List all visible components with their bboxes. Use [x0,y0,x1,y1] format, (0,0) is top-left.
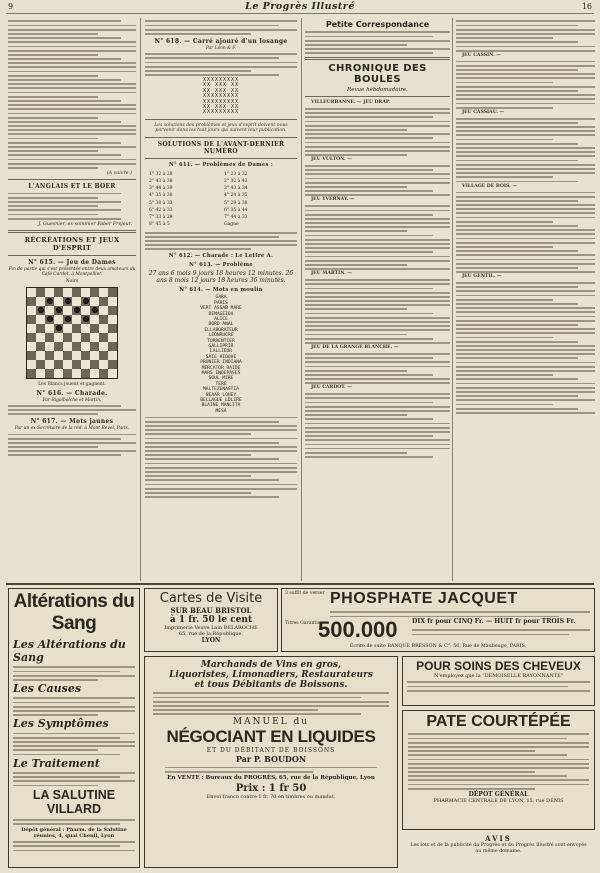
board-square [54,315,63,324]
word-line: MERCATOR RAIDE [201,365,241,371]
board-square [54,297,63,306]
board-square [90,306,99,315]
solution-cell: 5° 38 à 33 [149,200,173,206]
carre-title: N° 618. — Carré ajouré d'un losange [154,37,288,45]
board-square [72,351,81,360]
board-square [54,306,63,315]
board-square [99,324,108,333]
word-line: BORD ANAL [208,322,234,328]
board-square [72,297,81,306]
word-line: TORRENTIER [207,338,235,344]
board-square [72,369,81,378]
board-square [27,297,36,306]
ad-cheveux: POUR SOINS DES CHEVEUX N'employez que la "DEMOISELLE RAYONNANTE" [402,656,595,706]
board-square [27,342,36,351]
board-square [90,315,99,324]
board-square [81,288,90,297]
board-caption-top: Noirs [65,278,79,284]
avis-box [402,834,595,868]
word-line: MALTEZENASTIA [203,387,239,393]
board-square [99,333,108,342]
sol614-title: N° 614. — Mots en moulin [179,287,263,294]
board-square [36,306,45,315]
solution-cell: 7° 33 à 29 [149,214,173,220]
board-square [81,333,90,342]
word-line: DEMAGEIOX [208,311,234,317]
ad-sang-symptomes: Les Symptômes [13,717,109,731]
ad-sang-title: Altérations du Sang [13,591,135,634]
board-square [27,333,36,342]
word-line: SAIE HIOQUE [205,354,237,360]
black-piece [56,307,62,313]
ad-sang-traitement: Le Traitement [13,756,100,770]
column-4-body: JEU CASSIN. — JEU CASSIAU. — VILLAGE DE BOIS. — JEU GENTIL. — [456,20,595,413]
ad-phosphate-title: PHOSPHATE JACQUET [330,590,518,607]
board-square [36,297,45,306]
black-piece [38,307,44,313]
board-square [45,315,54,324]
black-piece [92,307,98,313]
board-square [108,315,117,324]
board-square [90,288,99,297]
sol612-title: N° 612. — Charade : Le Lettre A. [168,253,274,260]
black-piece [74,307,80,313]
board-caption-bottom: Les Blancs jouent et gagnent. [38,381,106,387]
jeu-title: N° 617. — Mots jaunes [30,418,114,426]
checkerboard [26,287,118,379]
avis-text: Les lots et de la publicité du Progrès et du Progrès Illustré sont envoyés au même domaine. [410,843,587,854]
column-divider [140,18,141,581]
poem-body [8,193,136,220]
board-square [27,369,36,378]
solution-cell: 7° 44 à 33 [224,214,248,220]
solution-cell: 5° 29 à 38 [224,200,248,206]
solution-cell: 4° 24 à 35 [224,193,248,199]
board-square [72,288,81,297]
poem-title: L'ANGLAIS ET LE BOER [28,183,116,191]
board-square [72,324,81,333]
solution-cell: 6° 35 à 44 [224,207,248,213]
board-square [108,288,117,297]
black-piece [56,325,62,331]
board-square [36,342,45,351]
board-square [63,315,72,324]
ad-phosphate-jacquet: 3 suffit de verser PHOSPHATE JACQUET Titres Garantis 500.000 DIX fr pour CINQ Fr. — HUIT fr pour TROIS Fr. Écrire de suite BANQUE BRESSON & C°, 56, Rue de Maubeuge, PARIS. [281,588,595,652]
solutions-notice: Les solutions des problèmes et jeux d'esprit doivent nous parvenir dans les huit jours qui suivent leur publication. [154,122,288,134]
solution-cell: 3° 44 à 39 [149,186,173,192]
board-square [63,288,72,297]
solution-cell: Gagne [224,222,239,228]
word-line: LALLIEUR [209,349,233,355]
board-square [36,351,45,360]
word-line: NEAAR LOHEY [205,392,237,398]
sol611-table [145,170,297,230]
board-square [54,351,63,360]
board-square [45,324,54,333]
board-square [99,288,108,297]
board-square [36,315,45,324]
column-4 [456,18,595,581]
board-square [108,306,117,315]
black-piece [65,298,71,304]
board-square [81,306,90,315]
word-line: MARS ENDEPASES [201,370,241,376]
board-square [90,351,99,360]
board-square [108,351,117,360]
board-square [54,369,63,378]
board-square [90,369,99,378]
sol611-title: N° 611. — Problèmes de Dames : [168,161,274,168]
ad-cheveux-title: POUR SOINS DES CHEVEUX [416,659,581,673]
word-line: ELLABORATEUR [204,327,238,333]
solution-row [147,193,295,198]
board-square [54,333,63,342]
solution-row [147,201,295,206]
black-piece [83,298,89,304]
board-square [63,306,72,315]
board-square [99,297,108,306]
board-square [72,342,81,351]
solution-cell: 6° 42 à 33 [149,207,173,213]
word-line: BELLAGUE LDLIRE [200,398,242,403]
board-square [99,369,108,378]
board-square [27,324,36,333]
charade-author: Par Rigolbolche et Martin. [42,397,102,403]
column-divider [301,18,302,581]
solution-cell: 1° 23 à 32 [224,171,248,177]
board-square [36,369,45,378]
game-title: N° 615. — Jeu de Dames [28,258,116,266]
board-square [27,306,36,315]
ads-separator [6,583,594,585]
board-square [81,342,90,351]
black-piece [47,316,53,322]
page-folio: 16 [581,2,592,11]
ad-pate-title: PATE COURTÉPÉE [426,713,571,730]
word-line: SOUL MIRE [208,376,234,382]
word-line: VERT ASSAB MARE [200,306,242,312]
board-square [72,306,81,315]
page-number: 9 [8,2,14,11]
column-2 [145,18,297,581]
board-square [72,315,81,324]
board-square [54,288,63,297]
board-square [45,288,54,297]
board-square [90,360,99,369]
board-square [81,351,90,360]
star-grid: XXXXXXXXX XX XXX XX XX XXX XX XXXXXXXXX XXXXXXXXX XX XXX XX XXXXXXXXX [202,76,240,116]
board-square [90,297,99,306]
ad-cartes-visite: Cartes de Visite SUR BEAU BRISTOL à 1 fr. 50 le cent Imprimerie Veuve Lain BELAROCHE 65, rue de la République, LYON [144,588,278,652]
column-3 [305,18,450,581]
solution-row [147,215,295,220]
board-square [54,342,63,351]
board-square [108,342,117,351]
word-line: TERE [215,381,227,387]
board-square [63,333,72,342]
board-square [36,333,45,342]
charade-title: N° 616. — Charade. [36,389,108,397]
board-square [27,315,36,324]
sol613-answer: 27 ans 6 mois 9 jours 18 heures 12 minutes. 26 ans 8 mois 12 jours 18 heures 36 minutes. [148,270,294,285]
black-piece [83,316,89,322]
board-square [63,342,72,351]
solution-cell: 2° 32 à 43 [224,178,248,184]
board-square [54,324,63,333]
ad-alterations-sang [8,588,140,868]
board-square [99,342,108,351]
board-square [99,351,108,360]
ad-gros-lot: 500.000 [318,617,398,642]
board-square [108,360,117,369]
masthead [6,0,594,14]
word-line: GARA [215,295,227,301]
board-square [45,360,54,369]
board-square [81,360,90,369]
section-title: RÉCRÉATIONS ET JEUX D'ESPRIT [24,235,120,252]
board-square [45,369,54,378]
word-line: ALICE [214,316,228,322]
board-square [63,351,72,360]
board-square [54,360,63,369]
word-line: GALLIPRIR [208,343,234,349]
board-square [72,333,81,342]
board-square [45,351,54,360]
solution-row [147,208,295,213]
board-square [72,360,81,369]
ad-negociant-title: NÉGOCIANT EN LIQUIDES [166,727,376,747]
to-be-continued: (A suivre.) [106,170,132,176]
solution-cell: 8° 45 à 5 [149,222,170,228]
board-square [45,297,54,306]
solution-cell: 3° 43 à 34 [224,186,248,192]
chronique-body: VILLEURBANNE. — JEU DRAP. JEU VULTON. — JEU YVERNAY. — JEU MARTIN. — JEU DE LA GRANGE BLANCHE. — JEU CARDOT. — [305,100,450,458]
poem-signature: J. Guesnier, ex-sommier Faber Frejeur. [38,221,132,227]
word-line: PARIS [214,300,228,306]
board-square [63,324,72,333]
newspaper-title: Le Progrès Illustré [245,1,355,12]
board-square [81,369,90,378]
board-square [108,369,117,378]
word-line: BLAINE MANLITA [201,403,241,409]
solution-cell: 4° 35 à 30 [149,193,173,199]
solution-row [147,172,295,177]
ad-cartes-title: Cartes de Visite [159,591,263,606]
board-square [27,351,36,360]
carre-author: Par Léon & F. [205,45,237,51]
chronique-title: CHRONIQUE DES BOULES [328,63,427,86]
solution-cell: 1° 32 à 28 [149,171,173,177]
ad-sang-causes: Les Causes [13,682,82,696]
board-square [90,333,99,342]
column-1 [8,18,136,581]
solution-row [147,186,295,191]
board-square [90,342,99,351]
ad-salutine: LA SALUTINE VILLARD [32,788,116,817]
board-square [99,360,108,369]
jeu-author: Par un ex-Secrétaire de la réd. à Mont-Revel, Paris. [14,426,130,432]
word-line: MESA [215,408,227,414]
board-square [45,342,54,351]
board-square [45,306,54,315]
board-square [81,297,90,306]
board-square [81,324,90,333]
word-mill [145,295,297,414]
board-square [63,360,72,369]
solutions-title: SOLUTIONS DE L'AVANT-DERNIER NUMÉRO [157,140,285,155]
board-square [63,297,72,306]
word-line: PRUNIER INDIANA [200,360,242,366]
board-square [36,360,45,369]
black-piece [47,298,53,304]
board-square [45,333,54,342]
story-continuation [8,20,136,176]
board-square [108,333,117,342]
ad-pate-courtepee: PATE COURTÉPÉE DÉPOT GÉNÉRAL PHARMACIE CENTRALE DE LYON, 15, rue DENIS [402,710,595,830]
chronique-subtitle: Revue hebdomadaire. [347,87,408,94]
board-square [81,315,90,324]
ad-negociant: Marchands de Vins en gros, Liquoristes, Limonadiers, Restaurateurs et tous Débitants de Boissons. MANUEL du NÉGOCIANT EN LIQUIDES ET DU DÉBITANT DE BOISSONS Par P. BOUDON En VENTE : Bureaux du PROGRÈS, 65, rue de la République, Lyon Prix : 1 fr 50 Envoi franco contre 1 fr. 70 en timbres ou mandat. [144,656,398,868]
board-square [36,288,45,297]
board-square [27,288,36,297]
board-square [90,324,99,333]
board-square [99,306,108,315]
solution-row [147,222,295,227]
correspondance-title: Petite Correspondance [325,20,430,29]
board-square [27,360,36,369]
board-square [108,297,117,306]
ad-sang-depot: Dépôt général : Pharm. de la Salutine réunies, 4, quai Chenil, Lyon [21,826,127,839]
column-divider [452,18,453,581]
solution-cell: 2° 43 à 38 [149,178,173,184]
sol613-title: N° 613. — Problème [189,262,253,269]
board-square [108,324,117,333]
solution-row [147,179,295,184]
black-piece [65,316,71,322]
avis-title: AVIS [485,834,512,843]
game-subtitle: Fin de partie qui s'est présentée entre deux amateurs du Café Cardet, à Montpellier. [8,266,136,277]
board-square [63,369,72,378]
ad-sang-line1: Les Altérations du Sang [13,638,126,664]
board-square [36,324,45,333]
word-line: LEONRUCRE [208,333,234,339]
board-square [99,315,108,324]
